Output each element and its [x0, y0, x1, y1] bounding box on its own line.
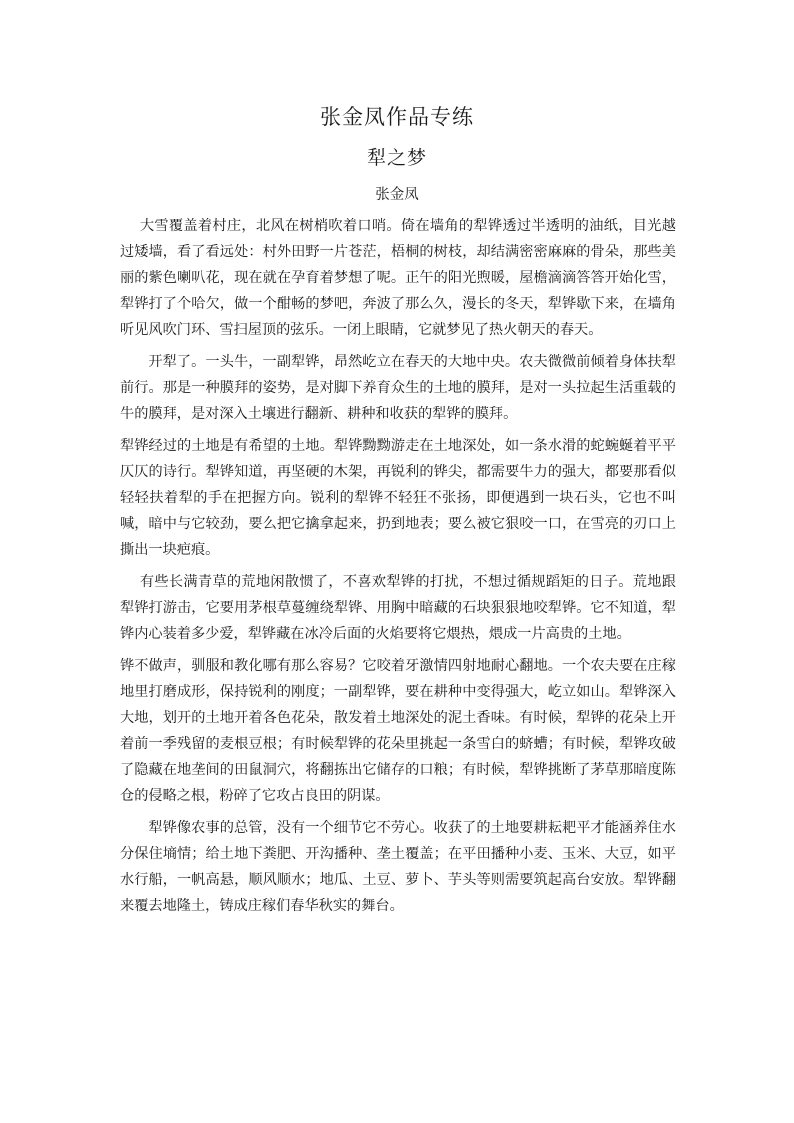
paragraph: 大雪覆盖着村庄，北风在树梢吹着口哨。倚在墙角的犁铧透过半透明的油纸，目光越过矮墙，看了看远处：村外田野一片苍茫，梧桐的树枝，却结满密密麻麻的骨朵，那些美丽的紫色喇叭花，现在就在孕育着梦想了呢。正午的阳光煦暖，屋檐滴滴答答开始化雪，犁铧打了个哈欠，做一个酣畅的梦吧，奔波了那么久，漫长的冬天，犁铧歇下来，在墙角听见风吹门环、雪扫屋顶的弦乐。一闭上眼睛，它就梦见了热火朝天的春天。 — [120, 218, 676, 338]
paragraph: 开犁了。一头牛，一副犁铧，昂然屹立在春天的大地中央。农夫微微前倾着身体扶犁前行。那是一种膜拜的姿势，是对脚下养育众生的土地的膜拜，是对一头拉起生活重载的牛的膜拜，是对深入土壤进行翻新、耕种和收获的犁铧的膜拜。 — [120, 354, 676, 422]
essay-body — [120, 213, 676, 925]
paragraph: 犁铧经过的土地是有希望的土地。犁铧黝黝游走在土地深处，如一条水滑的蛇蜿蜒着平平仄仄的诗行。犁铧知道，再坚硬的木架，再锐利的铧尖，都需要牛力的强大，都要那看似轻轻扶着犁的手在把握方向。锐利的犁铧不轻狂不张扬，即便遇到一块石头，它也不叫喊，暗中与它较劲，要么把它擒拿起来，扔到地表；要么被它狠咬一口，在雪亮的刃口上撕出一块疤痕。 — [120, 438, 676, 558]
paragraph: 有些长满青草的荒地闲散惯了，不喜欢犁铧的打扰，不想过循规蹈矩的日子。荒地跟犁铧打游击，它要用茅根草蔓缠绕犁铧、用胸中暗藏的石块狠狠地咬犁铧。它不知道，犁铧内心装着多少爱，犁铧藏在冰冷后面的火焰要将它煨热，煨成一片高贵的土地。 — [120, 574, 676, 642]
document-title: 张金凤作品专练 — [320, 105, 474, 129]
paragraph: 犁铧像农事的总管，没有一个细节它不劳心。收获了的土地要耕耘耙平才能涵养住水分保住墒情；给土地下粪肥、开沟播种、垄土覆盖；在平田播种小麦、玉米、大豆，如平水行船，一帆高悬，顺风顺水；地瓜、土豆、萝卜、芋头等则需要筑起高台安放。犁铧翻来覆去地隆土，铸成庄稼们春华秋实的舞台。 — [120, 820, 676, 914]
author-name: 张金凤 — [375, 187, 419, 203]
paragraph: 铧不做声，驯服和教化哪有那么容易？它咬着牙激情四射地耐心翻地。一个农夫要在庄稼地里打磨成形，保持锐利的刚度；一副犁铧，要在耕种中变得强大，屹立如山。犁铧深入大地，划开的土地开着各色花朵，散发着土地深处的泥土香味。有时候，犁铧的花朵上开着前一季残留的麦根豆根；有时候犁铧的花朵里挑起一条雪白的蛴螬；有时候，犁铧攻破了隐藏在地垄间的田鼠洞穴，将翻拣出它储存的口粮；有时候，犁铧挑断了茅草那暗度陈仓的侵略之根，粉碎了它攻占良田的阴谋。 — [120, 658, 676, 804]
essay-title: 犁之梦 — [366, 147, 427, 169]
